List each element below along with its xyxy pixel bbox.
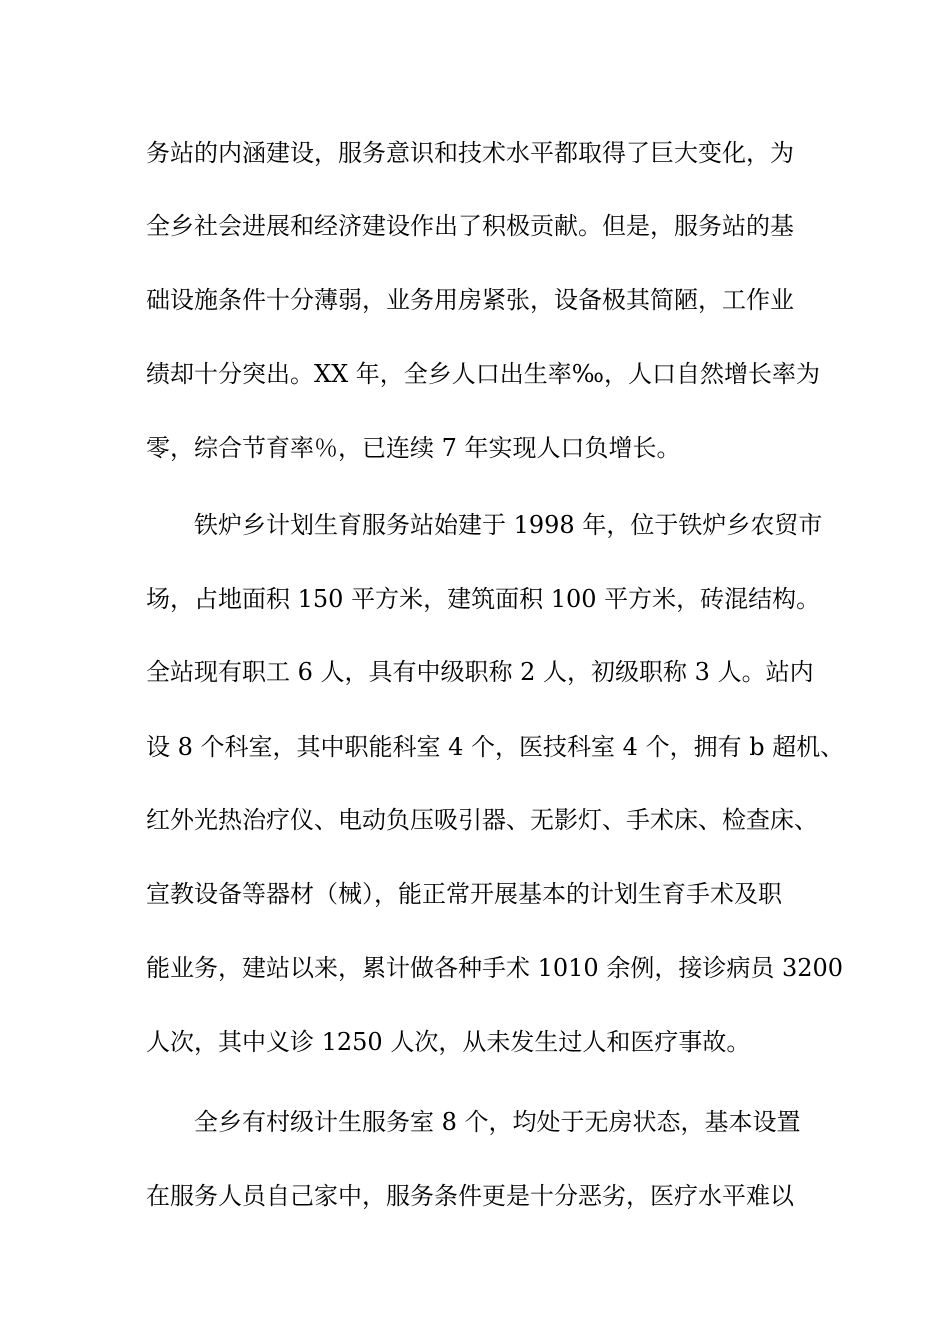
text-line: 红外光热治疗仪、电动负压吸引器、无影灯、手术床、检查床、 (146, 806, 818, 834)
text-line: 务站的内涵建设，服务意识和技术水平都取得了巨大变化，为 (146, 139, 794, 167)
text-line: 础设施条件十分薄弱，业务用房紧张，设备极其简陋，工作业 (146, 286, 794, 314)
text-line: 绩却十分突出。XX 年，全乡人口出生率‰，人口自然增长率为 (146, 360, 821, 388)
text-line: 零，综合节育率％，已连续 7 年实现人口负增长。 (146, 434, 681, 462)
paragraph-first-line: 铁炉乡计划生育服务站始建于 1998 年，位于铁炉乡农贸市 (194, 511, 823, 539)
text-line: 设 8 个科室，其中职能科室 4 个，医技科室 4 个，拥有 b 超机、 (146, 733, 845, 761)
paragraph-first-line: 全乡有村级计生服务室 8 个，均处于无房状态，基本设置 (194, 1108, 801, 1136)
text-line: 人次，其中义诊 1250 人次，从未发生过人和医疗事故。 (146, 1028, 751, 1056)
text-line: 宣教设备等器材（械），能正常开展基本的计划生育手术及职 (146, 880, 782, 908)
text-line: 场，占地面积 150 平方米，建筑面积 100 平方米，砖混结构。 (146, 585, 821, 613)
text-line: 全乡社会进展和经济建设作出了积极贡献。但是，服务站的基 (146, 212, 794, 240)
text-line: 能业务，建站以来，累计做各种手术 1010 余例，接诊病员 3200 (146, 954, 844, 982)
text-line: 全站现有职工 6 人，具有中级职称 2 人，初级职称 3 人。站内 (146, 658, 814, 686)
text-line: 在服务人员自己家中，服务条件更是十分恶劣，医疗水平难以 (146, 1182, 794, 1210)
